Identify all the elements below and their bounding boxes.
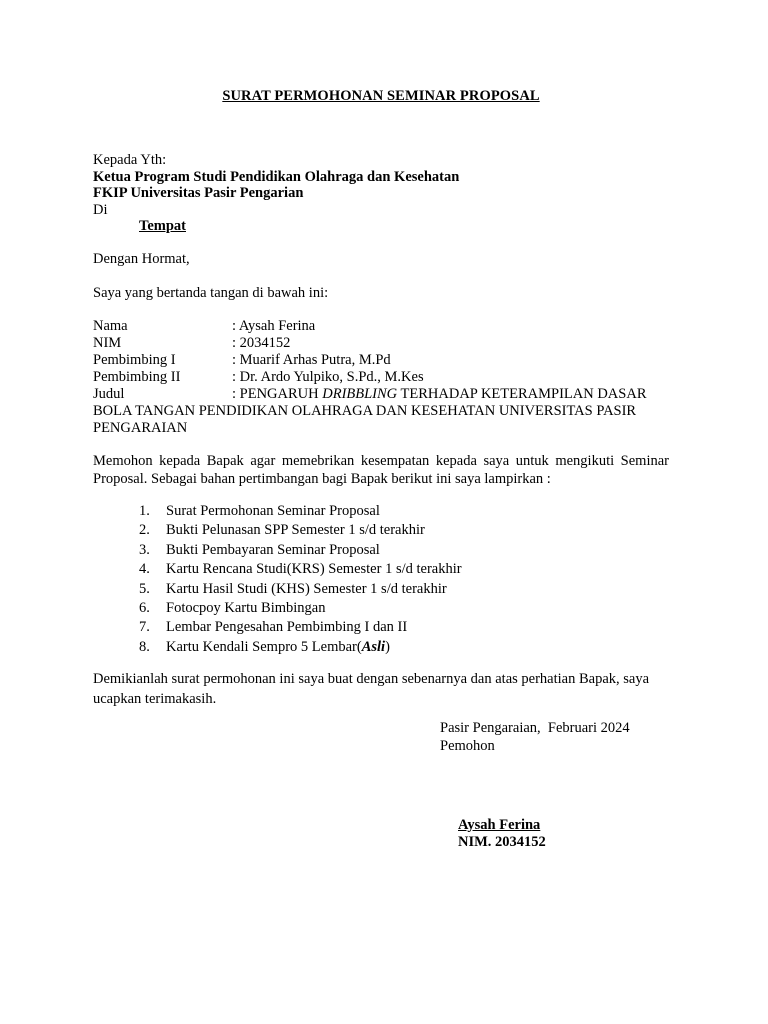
recipient-line-1: Ketua Program Studi Pendidikan Olahraga dan Kesehatan [93, 168, 460, 185]
list-item-text [166, 638, 390, 657]
applicant-fields [93, 318, 669, 437]
field-row-nim [93, 335, 669, 352]
field-row-nama [93, 318, 669, 335]
field-value-pembimbing-2: : Dr. Ardo Yulpiko, S.Pd., M.Kes [232, 369, 424, 385]
signature-name-block [458, 817, 546, 851]
list-item-number: 8. [139, 638, 150, 655]
recipient-place: Tempat [139, 218, 186, 234]
judul-line-3: PENGARAIAN [93, 420, 188, 436]
list-item-text-main: Kartu Kendali Sempro 5 Lembar( [166, 638, 362, 655]
field-label-pembimbing-2: Pembimbing II [93, 369, 181, 385]
list-item-text: Lembar Pengesahan Pembimbing I dan II [166, 619, 408, 636]
signature-place-block [440, 719, 630, 755]
list-item-number: 7. [139, 619, 150, 636]
judul-line-2: BOLA TANGAN PENDIDIKAN OLAHRAGA DAN KESEHATAN UNIVERSITAS PASIR [93, 403, 637, 419]
field-row-pembimbing-2 [93, 369, 669, 386]
field-row-pembimbing-1 [93, 352, 669, 369]
field-label-nim: NIM [93, 335, 122, 351]
letter-title: SURAT PERMOHONAN SEMINAR PROPOSAL [222, 88, 540, 104]
recipient-line-3: Di [93, 201, 108, 218]
list-item-number: 2. [139, 522, 150, 539]
list-item-text: Bukti Pembayaran Seminar Proposal [166, 541, 380, 558]
recipient-block [93, 152, 459, 218]
list-item-number: 4. [139, 561, 150, 578]
field-value-judul [232, 386, 647, 403]
recipient-line-2: FKIP Universitas Pasir Pengarian [93, 185, 304, 201]
field-value-nama: : Aysah Ferina [232, 318, 316, 334]
list-item-text: Surat Permohonan Seminar Proposal [166, 503, 380, 519]
judul-prefix: : PENGARUH [232, 386, 323, 402]
list-item-number: 6. [139, 599, 150, 616]
signature-place-date: Pasir Pengaraian, Februari 2024 [440, 720, 630, 736]
field-label-pembimbing-1: Pembimbing I [93, 352, 176, 368]
list-item-text: Kartu Hasil Studi (KHS) Semester 1 s/d terakhir [166, 580, 447, 597]
signature-nim: NIM. 2034152 [458, 834, 546, 850]
recipient-salutation: Kepada Yth: [93, 152, 167, 168]
request-paragraph: Memohon kepada Bapak agar memebrikan kesempatan kepada saya untuk mengikuti Seminar Proposal. Sebagai bahan pertimbangan bagi Bapak berikut ini saya lampirkan : [93, 453, 669, 487]
list-item-text-italic: Asli [361, 638, 386, 655]
intro-text: Saya yang bertanda tangan di bawah ini: [93, 285, 329, 301]
closing-paragraph: Demikianlah surat permohonan ini saya buat dengan sebenarnya dan atas perhatian Bapak, saya ucapkan terimakasih. [93, 671, 650, 707]
field-label-judul: Judul [93, 386, 125, 402]
field-label-nama: Nama [93, 318, 128, 334]
field-value-pembimbing-1: : Muarif Arhas Putra, M.Pd [232, 352, 391, 368]
list-item-number: 1. [139, 503, 150, 519]
list-item-text: Fotocpoy Kartu Bimbingan [166, 599, 326, 616]
list-item-number: 5. [139, 580, 150, 597]
field-row-judul [93, 386, 669, 403]
list-item-text: Kartu Rencana Studi(KRS) Semester 1 s/d terakhir [166, 561, 462, 578]
list-item-text: Bukti Pelunasan SPP Semester 1 s/d terakhir [166, 522, 425, 539]
judul-italic: DRIBBLING [322, 386, 398, 402]
list-item-text-after: ) [385, 638, 390, 655]
greeting: Dengan Hormat, [93, 251, 190, 267]
signature-role: Pemohon [440, 738, 495, 754]
signature-name: Aysah Ferina [458, 817, 541, 833]
letter-page [93, 0, 669, 1024]
list-item-number: 3. [139, 541, 150, 558]
judul-suffix: TERHADAP KETERAMPILAN DASAR [397, 386, 647, 402]
field-value-nim: : 2034152 [232, 335, 291, 351]
